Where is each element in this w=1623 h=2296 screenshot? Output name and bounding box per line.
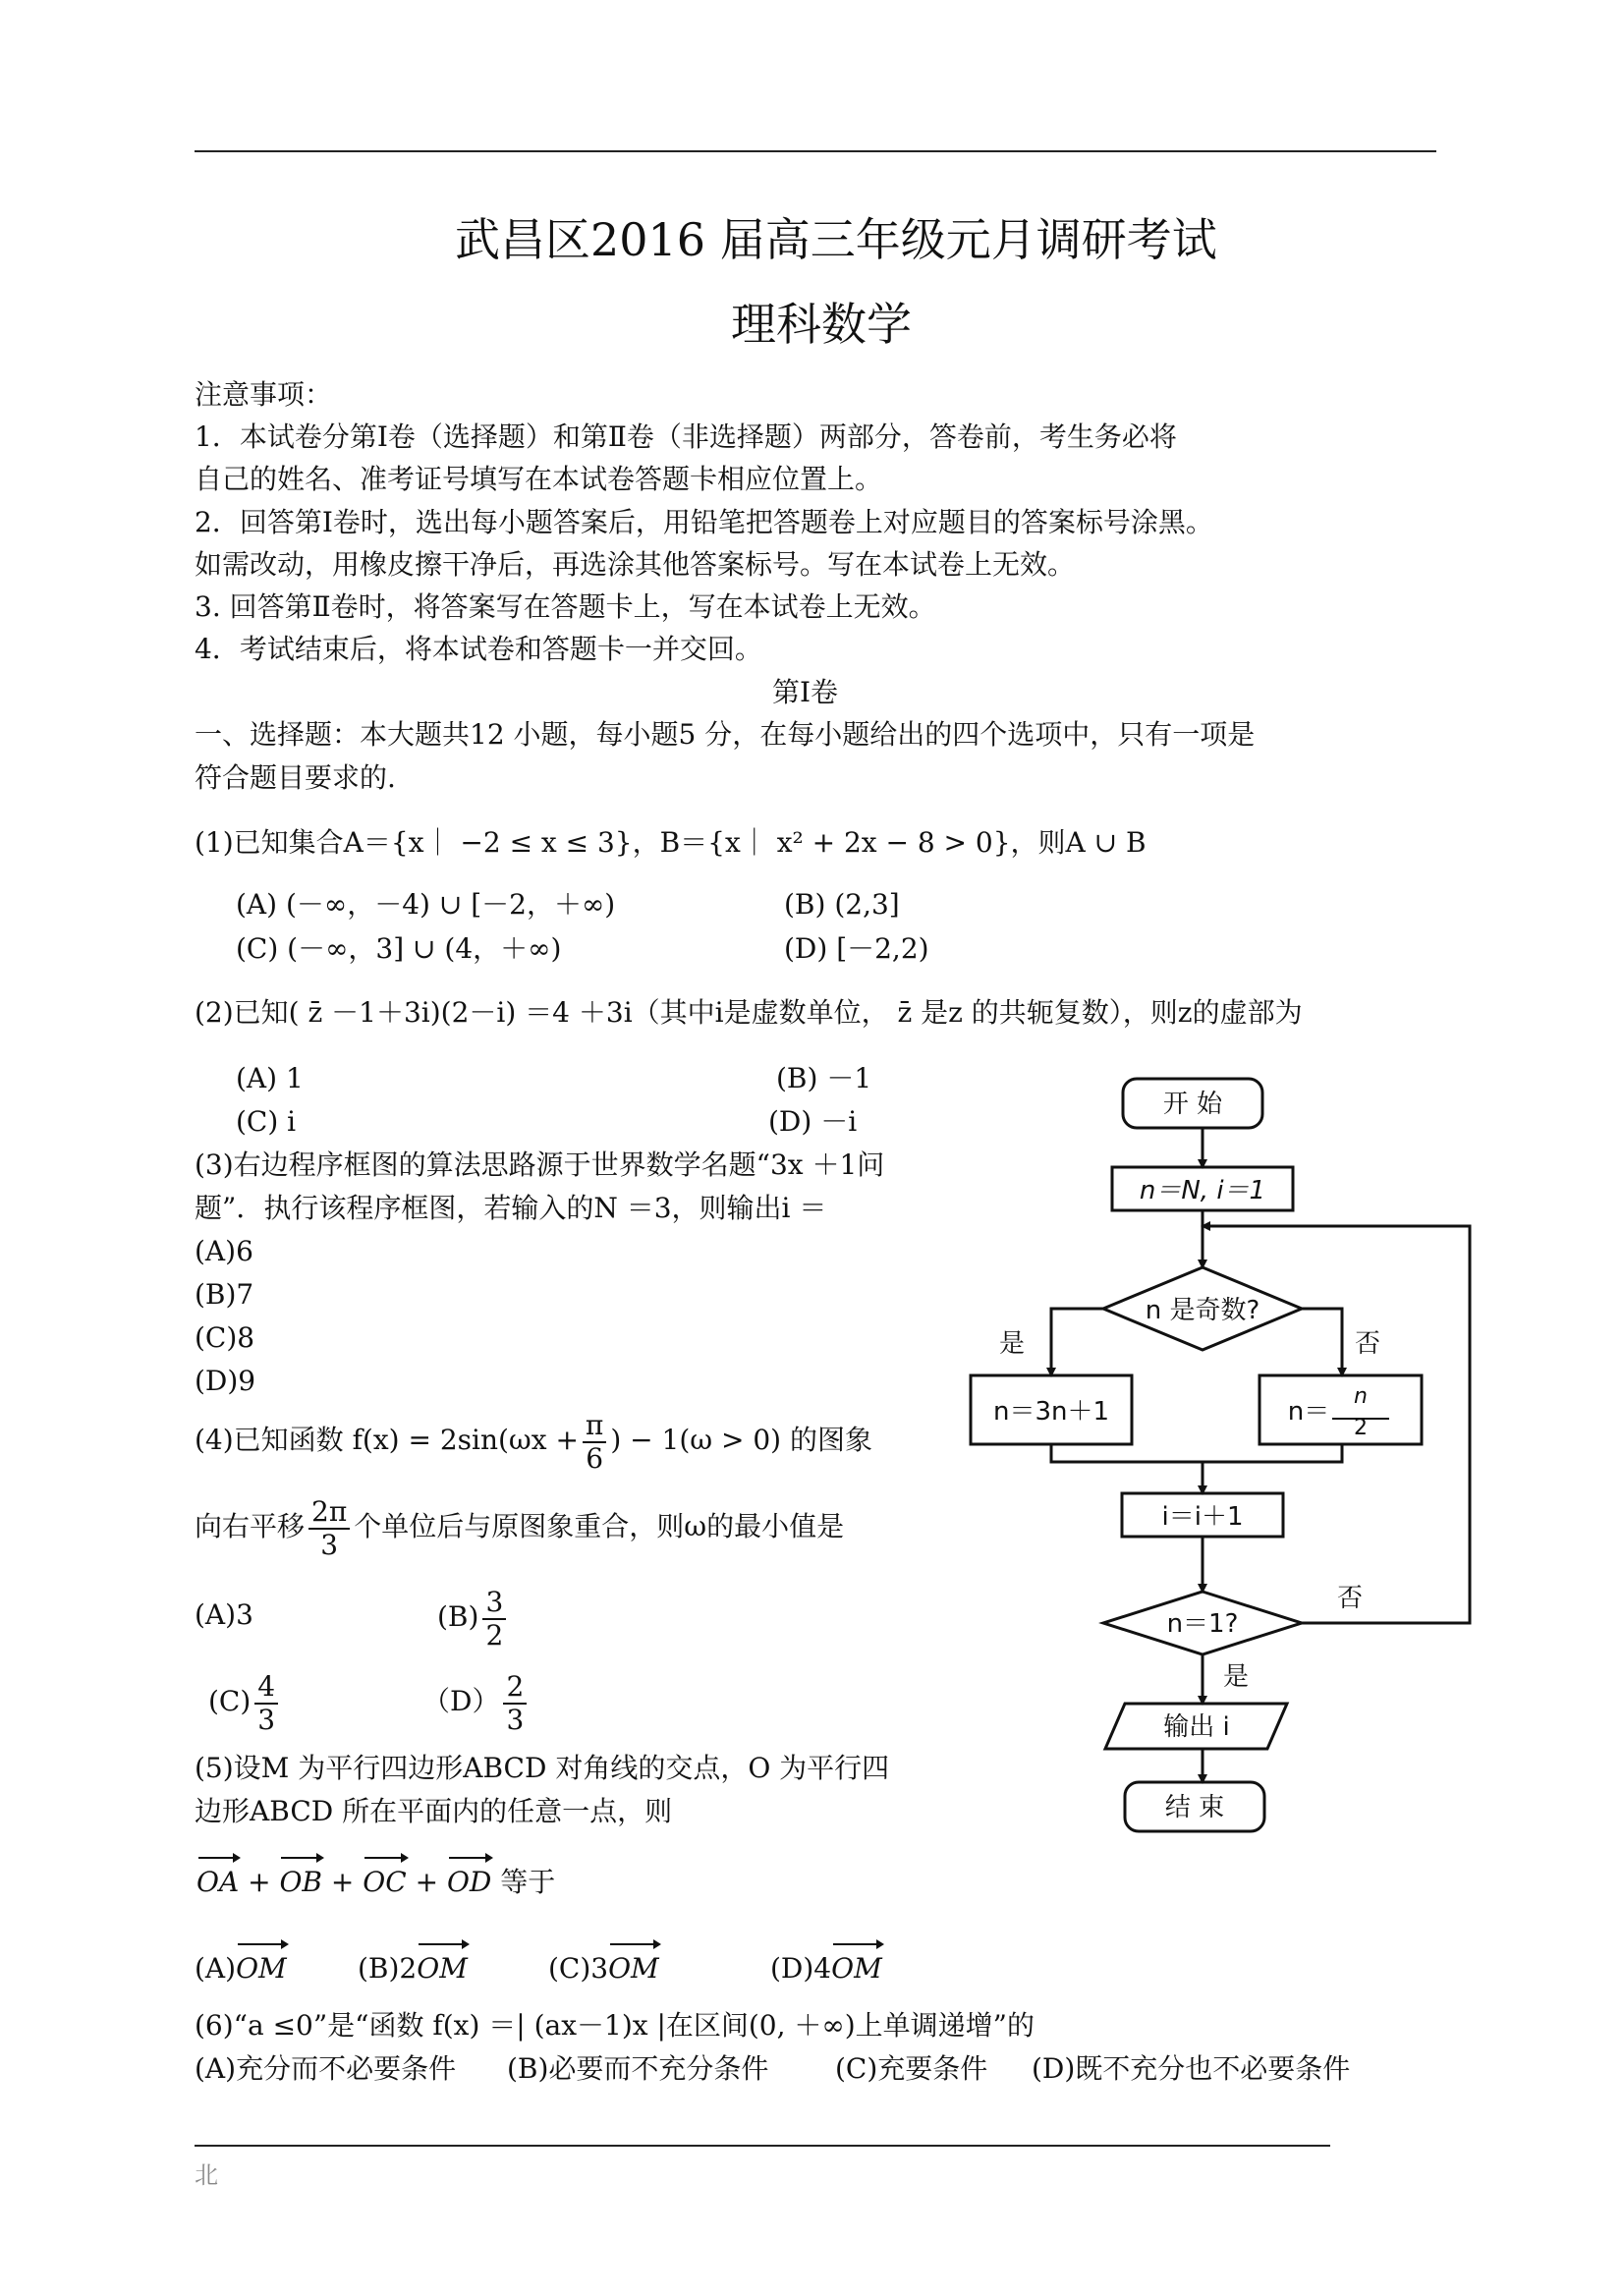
vector-oa: OA <box>196 1855 239 1904</box>
flowchart <box>963 1071 1493 1847</box>
q3-stem: (3)右边程序框图的算法思路源于世界数学名题“3x ＋1问 <box>195 1148 885 1181</box>
q4-option-d: （D） $\frac{2}{3}$ <box>422 1666 531 1737</box>
q1-option-c: (C) (－∞，3] ∪ (4，＋∞) <box>236 932 562 965</box>
q1-stem: (1)已知集合A＝{x｜ −2 ≤ x ≤ 3}，B＝{x｜ x² + 2x − 8 > 0}，则A ∪ B <box>195 826 1147 859</box>
flow-even-num: n <box>1354 1384 1368 1409</box>
notes-line: 如需改动，用橡皮擦干净后，再选涂其他答案标号。写在本试卷上无效。 <box>195 548 1076 581</box>
section-intro: 符合题目要求的. <box>195 761 396 794</box>
flow-inc-label: i＝i＋1 <box>1161 1502 1244 1532</box>
footer-text: 北 <box>195 2161 218 2189</box>
q3-option-c: (C)8 <box>195 1321 255 1354</box>
q1-option-a: (A) (－∞，－4) ∪ [－2，＋∞) <box>236 888 616 921</box>
footer-rule <box>195 2145 1330 2147</box>
flow-even-node <box>1259 1375 1422 1444</box>
flow-odd-label: n＝3n＋1 <box>992 1397 1110 1427</box>
notes-line: 3. 回答第Ⅱ卷时，将答案写在答题卡上，写在本试卷上无效。 <box>195 590 936 623</box>
q6-option-c: (C)充要条件 <box>835 2052 988 2085</box>
q5-option-b: (B)2OM <box>358 1941 468 1990</box>
q2-stem: (2)已知( z̄ －1＋3i)(2－i) ＝4 ＋3i（其中i是虚数单位， z̄ 是z 的共轭复数），则z的虚部为 <box>195 996 1303 1029</box>
notes-heading: 注意事项： <box>195 378 333 411</box>
flow-even-prefix: n＝ <box>1287 1397 1330 1427</box>
exam-subject: 理科数学 <box>731 298 912 351</box>
flow-init-label: n＝N, i＝1 <box>1139 1176 1266 1205</box>
q6-option-d: (D)既不充分也不必要条件 <box>1032 2052 1351 2085</box>
flow-end-label: 结 束 <box>1164 1793 1225 1822</box>
q5-option-c: (C)3OM <box>548 1941 659 1990</box>
flow-output-label: 输出 i <box>1163 1712 1230 1742</box>
q5-stem: (5)设M 为平行四边形ABCD 对角线的交点，O 为平行四 <box>195 1752 890 1784</box>
vector-om: OM <box>236 1941 287 1990</box>
q1-option-d: (D) [－2,2) <box>784 932 929 965</box>
q3-option-d: (D)9 <box>195 1365 256 1397</box>
q5-option-a: (A)OM <box>195 1941 287 1990</box>
vector-oc: OC <box>363 1855 406 1904</box>
q6-option-b: (B)必要而不充分条件 <box>507 2052 769 2085</box>
q5-vector-sum: OA + OB + OC + OD 等于 <box>196 1855 555 1904</box>
q3-stem: 题”．执行该程序框图，若输入的N ＝3，则输出i ＝ <box>195 1192 827 1224</box>
flow-cond1-label: n 是奇数? <box>1145 1296 1260 1325</box>
q5-option-d: (D)4OM <box>770 1941 882 1990</box>
vector-om: OM <box>417 1941 468 1990</box>
section-label: 第Ⅰ卷 <box>772 676 839 708</box>
q3-option-a: (A)6 <box>195 1235 253 1267</box>
q2-option-a: (A) 1 <box>236 1062 304 1094</box>
q4-stem-line2: 向右平移 $\frac{2\pi}{3}$ 个单位后与原图象重合，则ω的最小值是 <box>195 1494 845 1561</box>
q4-fraction: $\frac{\pi}{6}$ <box>583 1410 606 1475</box>
q6-option-a: (A)充分而不必要条件 <box>195 2052 457 2085</box>
q3-option-b: (B)7 <box>195 1278 254 1311</box>
q1-option-b: (B) (2,3] <box>784 888 900 921</box>
notes-line: 1．本试卷分第Ⅰ卷（选择题）和第Ⅱ卷（非选择题）两部分，答卷前，考生务必将 <box>195 420 1177 453</box>
vector-ob: OB <box>279 1855 322 1904</box>
vector-om: OM <box>831 1941 882 1990</box>
q2-option-c: (C) i <box>236 1105 297 1138</box>
q4-option-a: (A)3 <box>195 1598 253 1631</box>
flow-even-den: 2 <box>1354 1416 1368 1440</box>
vector-od: OD <box>447 1855 491 1904</box>
q2-option-b: (B) －1 <box>776 1062 872 1094</box>
flow-yes-label: 是 <box>998 1329 1026 1359</box>
notes-line: 2．回答第Ⅰ卷时，选出每小题答案后，用铅笔把答题卷上对应题目的答案标号涂黑。 <box>195 506 1213 538</box>
q5-stem: 边形ABCD 所在平面内的任意一点，则 <box>195 1795 673 1827</box>
flow-no-label: 否 <box>1354 1329 1381 1359</box>
q4-option-b: (B) $\frac{3}{2}$ <box>437 1582 510 1652</box>
exam-title: 武昌区2016 届高三年级元月调研考试 <box>455 213 1217 266</box>
q4-option-c: (C) $\frac{4}{3}$ <box>208 1666 282 1737</box>
flow-no-label-2: 否 <box>1336 1584 1364 1613</box>
flow-cond2-label: n＝1? <box>1166 1609 1239 1639</box>
vector-om: OM <box>608 1941 659 1990</box>
q6-stem: (6)“a ≤0”是“函数 f(x) ＝| (ax－1)x |在区间(0, ＋∞)上单调递增”的 <box>195 2009 1035 2042</box>
section-intro: 一、选择题：本大题共12 小题，每小题5 分，在每小题给出的四个选项中，只有一项是 <box>195 718 1256 751</box>
flow-yes-label-2: 是 <box>1222 1662 1250 1692</box>
q2-option-d: (D) －i <box>768 1105 858 1138</box>
flow-start-label: 开 始 <box>1162 1090 1223 1119</box>
header-rule <box>195 150 1436 152</box>
notes-line: 自己的姓名、准考证号填写在本试卷答题卡相应位置上。 <box>195 463 883 495</box>
notes-line: 4．考试结束后，将本试卷和答题卡一并交回。 <box>195 633 762 665</box>
q4-stem: (4)已知函数 f(x) = 2sin(ωx + $\frac{\pi}{6}$ ) − 1(ω > 0) 的图象 <box>195 1408 872 1475</box>
q4-shift-fraction: $\frac{2\pi}{3}$ <box>308 1496 350 1561</box>
